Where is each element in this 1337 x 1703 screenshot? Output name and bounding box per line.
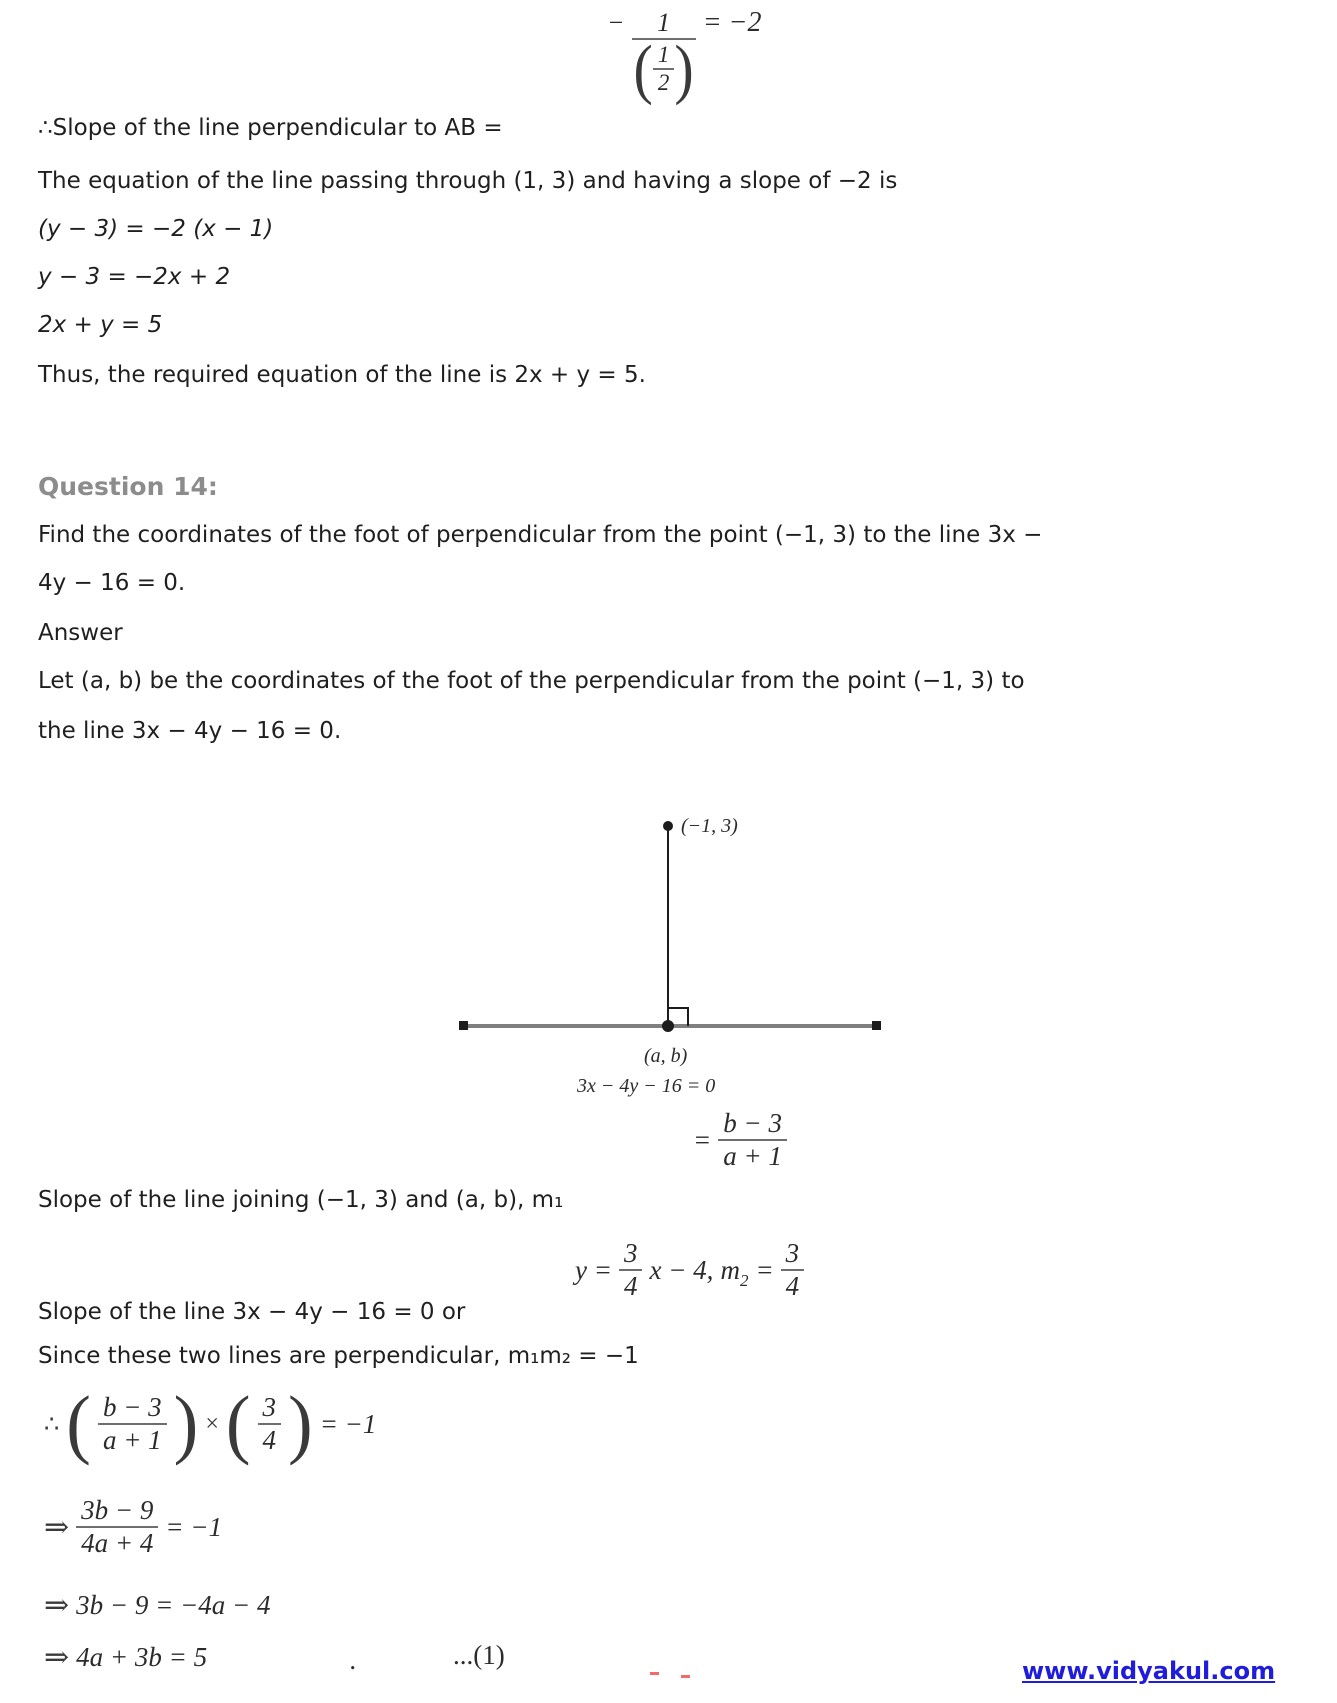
line-equation-intro: The equation of the line passing through (1, 3) and having a slope of −2 is — [38, 168, 898, 194]
fraction-numerator: 3b − 9 — [81, 1495, 154, 1525]
equals-sign: = — [693, 1124, 712, 1155]
inner-numerator: 1 — [657, 41, 670, 67]
fraction-numerator: 3 — [623, 1238, 638, 1268]
outer-fraction — [632, 8, 696, 107]
fraction-denominator: 4 — [619, 1269, 643, 1302]
fraction-3-4 — [258, 1392, 282, 1456]
x-minus-4: x − 4, — [649, 1254, 714, 1285]
fraction-b3-a1 — [98, 1392, 167, 1456]
perpendicular-foot-diagram — [420, 780, 900, 1120]
inner-denominator: 2 — [653, 68, 675, 96]
formula-therefore: ∴ ( $\frac{b - 3}{a + 1}$ ) × ( $\frac{3}{4}$ ) = −1 — [44, 1380, 377, 1468]
red-mark — [681, 1675, 690, 1678]
y-equals: y = — [575, 1254, 612, 1285]
m2-symbol — [720, 1254, 749, 1290]
formula-step-3 — [44, 1640, 207, 1675]
equals-sign: = — [755, 1254, 774, 1285]
m-letter: m — [720, 1254, 740, 1285]
line-eq1: (y − 3) = −2 (x − 1) — [38, 216, 274, 242]
minus-sign: − — [607, 8, 625, 38]
m2-fraction-2 — [781, 1238, 805, 1302]
question-line-2: 4y − 16 = 0. — [38, 570, 186, 596]
equals-neg1: = −1 — [165, 1511, 223, 1542]
inner-fraction — [653, 42, 675, 97]
let-line-1: Let (a, b) be the coordinates of the foot of the perpendicular from the point (−1, 3) to — [38, 668, 1025, 694]
therefore-symbol: ∴ — [44, 1411, 60, 1438]
left-endpoint-dot — [459, 1021, 468, 1030]
footer-link[interactable]: www.vidyakul.com — [1022, 1657, 1276, 1685]
question-line-1: Find the coordinates of the foot of perpendicular from the point (−1, 3) to the line 3x − — [38, 522, 1043, 548]
stray-dot — [350, 1645, 357, 1676]
equation-text: 3b − 9 = −4a − 4 — [76, 1590, 271, 1620]
equals-neg1: = −1 — [319, 1408, 377, 1439]
eq-ref-text: ...(1) — [453, 1640, 505, 1670]
times-sign: × — [205, 1410, 219, 1437]
red-mark — [650, 1672, 659, 1675]
fraction-denominator: 4 — [781, 1269, 805, 1302]
fraction-denominator: 4a + 4 — [76, 1526, 158, 1559]
formula-step-2 — [44, 1588, 271, 1623]
fraction-numerator: 1 — [657, 8, 671, 37]
line-slope-of-line: Slope of the line 3x − 4y − 16 = 0 or — [38, 1299, 466, 1325]
fraction-3b9-4a4 — [76, 1495, 158, 1559]
foot-dot — [662, 1020, 674, 1032]
fraction-denominator: a + 1 — [98, 1423, 167, 1456]
line-perpendicular-condition: Since these two lines are perpendicular, m₁m₂ = −1 — [38, 1343, 639, 1369]
equals-result: = −2 — [702, 7, 762, 39]
formula-slope-perpendicular — [607, 7, 762, 107]
formula-m2 — [575, 1238, 804, 1302]
subscript-2: 2 — [739, 1270, 749, 1290]
right-endpoint-dot — [872, 1021, 881, 1030]
fraction-numerator: b − 3 — [102, 1392, 162, 1422]
answer-label: Answer — [38, 620, 123, 646]
let-line-2: the line 3x − 4y − 16 = 0. — [38, 718, 342, 744]
fraction-denominator: 4 — [258, 1423, 282, 1456]
formula-arrow-fraction — [44, 1495, 222, 1559]
equation-reference — [453, 1640, 505, 1671]
equation-text: 4a + 3b = 5 — [76, 1642, 208, 1672]
implies-arrow-icon: ⇒ — [44, 1589, 70, 1622]
point-label: (−1, 3) — [681, 815, 738, 837]
question-header: Question 14: — [38, 472, 218, 501]
line-slope-perpendicular: ∴Slope of the line perpendicular to AB = — [38, 115, 503, 141]
fraction-numerator: 3 — [785, 1238, 800, 1268]
implies-arrow-icon: ⇒ — [44, 1510, 70, 1544]
dot-text: . — [350, 1645, 357, 1675]
implies-arrow-icon: ⇒ — [44, 1641, 70, 1674]
line-eq2: y − 3 = −2x + 2 — [38, 264, 231, 290]
line-thus: Thus, the required equation of the line is 2x + y = 5. — [38, 362, 646, 388]
line-slope-joining: Slope of the line joining (−1, 3) and (a, b), m₁ — [38, 1187, 564, 1213]
line-eq3: 2x + y = 5 — [38, 312, 163, 338]
diagram-line-equation-label: 3x − 4y − 16 = 0 — [577, 1075, 716, 1097]
fraction-denominator: ( $\frac{1}{2}$ ) — [633, 31, 694, 107]
m1-denominator: a + 1 — [718, 1139, 787, 1172]
m2-fraction-1 — [619, 1238, 643, 1302]
foot-label: (a, b) — [644, 1045, 688, 1067]
formula-m1 — [693, 1108, 787, 1172]
m1-fraction — [718, 1108, 787, 1172]
m1-numerator: b − 3 — [723, 1108, 782, 1138]
fraction-numerator: 3 — [262, 1392, 277, 1422]
